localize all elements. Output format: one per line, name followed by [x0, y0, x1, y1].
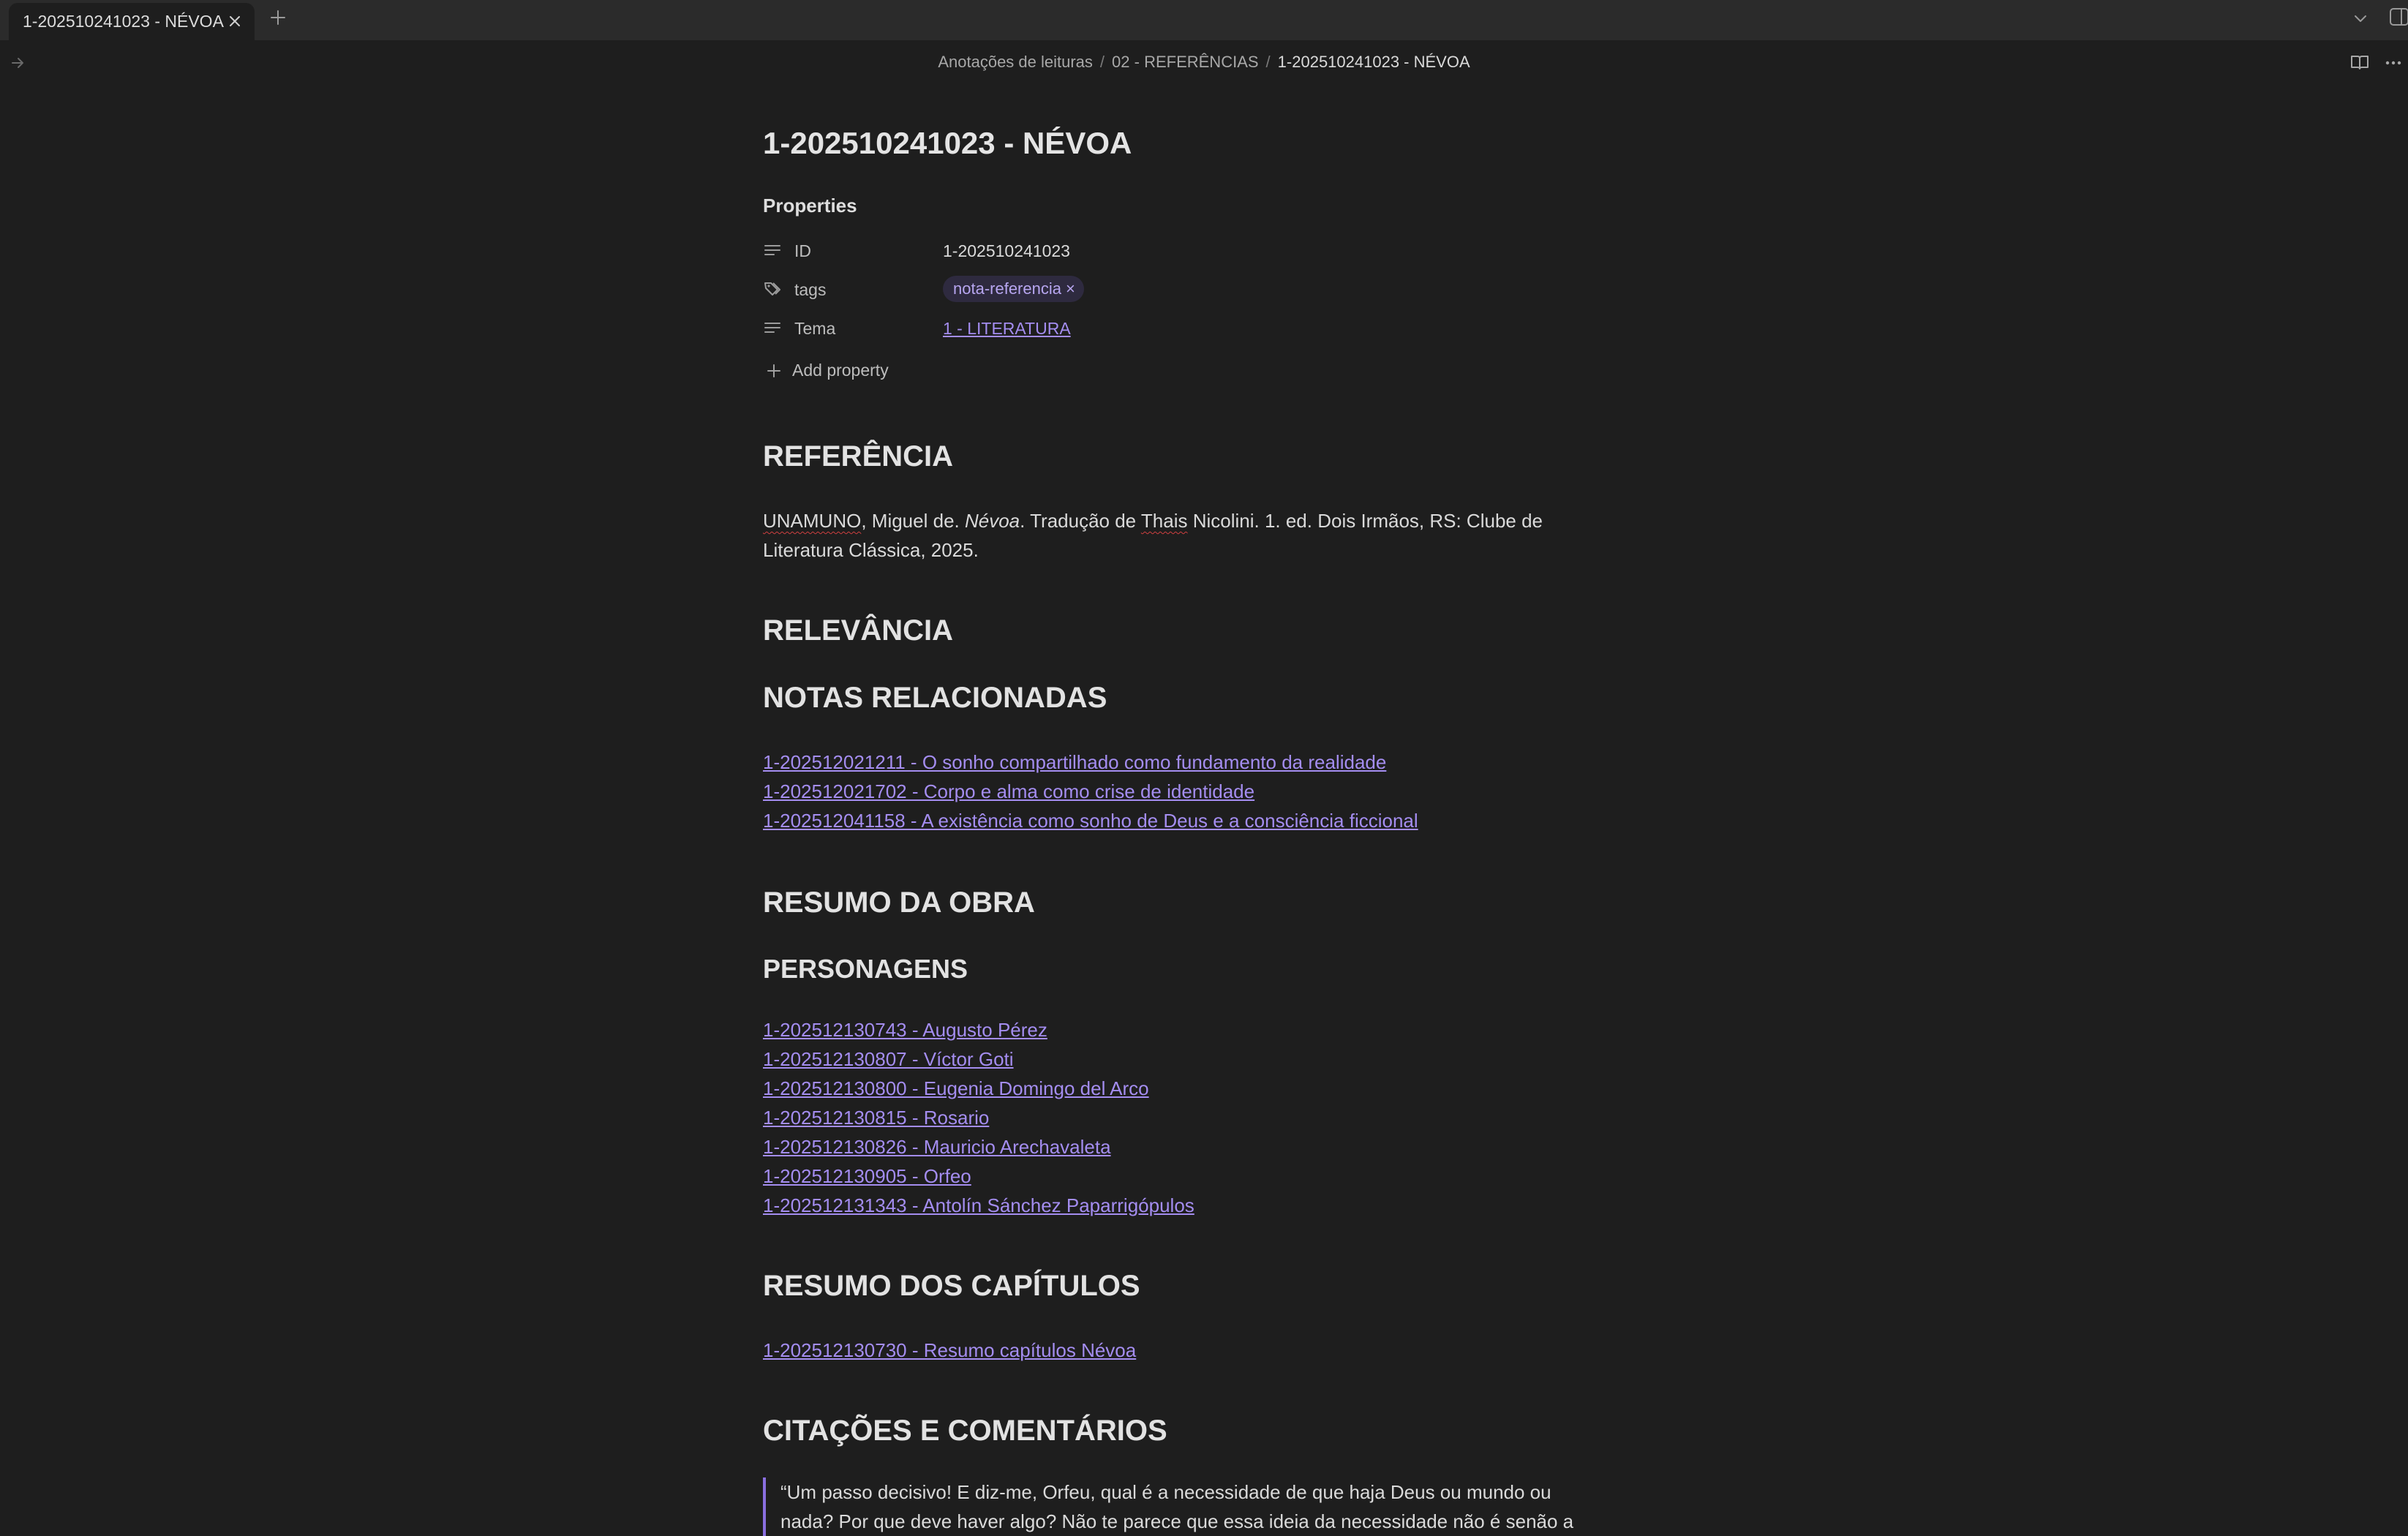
chevron-down-icon[interactable]: [2351, 9, 2370, 28]
internal-link[interactable]: 1-202512131343 - Antolín Sánchez Paparrigópulos: [763, 1194, 1194, 1216]
add-property-label: Add property: [792, 361, 889, 380]
note-title[interactable]: 1-202510241023 - NÉVOA: [763, 126, 1132, 160]
tags-icon: [763, 280, 782, 298]
property-key[interactable]: ID: [794, 241, 811, 260]
properties-heading[interactable]: Properties: [763, 195, 857, 217]
reference-work-title: Névoa: [964, 510, 1020, 532]
related-notes-list: [763, 748, 1418, 835]
plus-icon[interactable]: [268, 7, 288, 28]
characters-list: [763, 1015, 1194, 1220]
reference-text: Nicolini. 1. ed. Dois Irmãos, RS: Clube de Literatura Clássica, 2025.: [763, 510, 1543, 561]
property-key[interactable]: tags: [794, 280, 827, 299]
tab-title: 1-202510241023 - NÉVOA: [23, 12, 224, 31]
sidebar-icon[interactable]: [2389, 6, 2408, 28]
property-row-tags: [763, 274, 1421, 304]
tag-label: nota-referencia: [953, 279, 1061, 298]
reference-text: . Tradução de: [1020, 510, 1141, 532]
heading-notas-relacionadas[interactable]: NOTAS RELACIONADAS: [763, 682, 1107, 714]
heading-citacoes[interactable]: CITAÇÕES E COMENTÁRIOS: [763, 1415, 1167, 1447]
internal-link[interactable]: 1-202512041158 - A existência como sonho de Deus e a consciência ficcional: [763, 810, 1418, 832]
property-value[interactable]: 1-202510241023: [943, 241, 1070, 260]
add-property-button[interactable]: [766, 361, 889, 380]
quote-block[interactable]: “Um passo decisivo! E diz-me, Orfeu, qual é a necessidade de que haja Deus ou mundo ou nada? Por que deve haver algo? Não te parece que essa ideia da necessidade não é senão a: [763, 1477, 1600, 1536]
breadcrumb-item-vault[interactable]: Anotações de leituras: [938, 53, 1093, 71]
tag-pill[interactable]: [943, 276, 1084, 302]
book-open-icon[interactable]: [2349, 53, 2370, 72]
property-key[interactable]: Tema: [794, 319, 836, 338]
heading-relevancia[interactable]: RELEVÂNCIA: [763, 614, 954, 647]
breadcrumb: [0, 53, 2408, 72]
reference-paragraph[interactable]: [763, 506, 1568, 565]
heading-personagens[interactable]: PERSONAGENS: [763, 954, 968, 984]
internal-link[interactable]: 1-202512130730 - Resumo capítulos Névoa: [763, 1339, 1137, 1361]
tab-active[interactable]: [9, 3, 255, 40]
chapter-summary-list: [763, 1336, 1136, 1365]
property-row-tema: [763, 313, 1421, 342]
breadcrumb-separator: /: [1099, 53, 1105, 71]
reference-author-rest: , Miguel de.: [861, 510, 965, 532]
close-icon[interactable]: [225, 12, 244, 31]
tag-remove-icon[interactable]: ×: [1065, 279, 1075, 298]
property-row-id: [763, 236, 1421, 265]
breadcrumb-separator: /: [1265, 53, 1271, 71]
internal-link[interactable]: 1-202512021702 - Corpo e alma como crise de identidade: [763, 780, 1255, 802]
internal-link[interactable]: 1-202512130826 - Mauricio Arechavaleta: [763, 1136, 1111, 1158]
heading-referencia[interactable]: REFERÊNCIA: [763, 440, 954, 473]
breadcrumb-item-current[interactable]: 1-202510241023 - NÉVOA: [1277, 53, 1470, 71]
property-link[interactable]: 1 - LITERATURA: [943, 319, 1071, 338]
internal-link[interactable]: 1-202512130905 - Orfeo: [763, 1165, 971, 1187]
internal-link[interactable]: 1-202512021211 - O sonho compartilhado como fundamento da realidade: [763, 751, 1387, 773]
text-lines-icon: [763, 241, 782, 259]
more-horizontal-icon[interactable]: [2384, 56, 2403, 70]
internal-link[interactable]: 1-202512130815 - Rosario: [763, 1107, 990, 1129]
reference-translator-first: Thais: [1140, 510, 1188, 532]
internal-link[interactable]: 1-202512130807 - Víctor Goti: [763, 1048, 1014, 1070]
tab-bar: [0, 0, 2408, 40]
breadcrumb-item-folder[interactable]: 02 - REFERÊNCIAS: [1112, 53, 1259, 71]
internal-link[interactable]: 1-202512130800 - Eugenia Domingo del Arco: [763, 1077, 1149, 1099]
reference-author-last: UNAMUNO: [763, 510, 862, 532]
internal-link[interactable]: 1-202512130743 - Augusto Pérez: [763, 1019, 1047, 1041]
heading-resumo-obra[interactable]: RESUMO DA OBRA: [763, 886, 1035, 919]
plus-icon: [766, 363, 782, 379]
heading-resumo-capitulos[interactable]: RESUMO DOS CAPÍTULOS: [763, 1270, 1140, 1302]
text-lines-icon: [763, 319, 782, 336]
